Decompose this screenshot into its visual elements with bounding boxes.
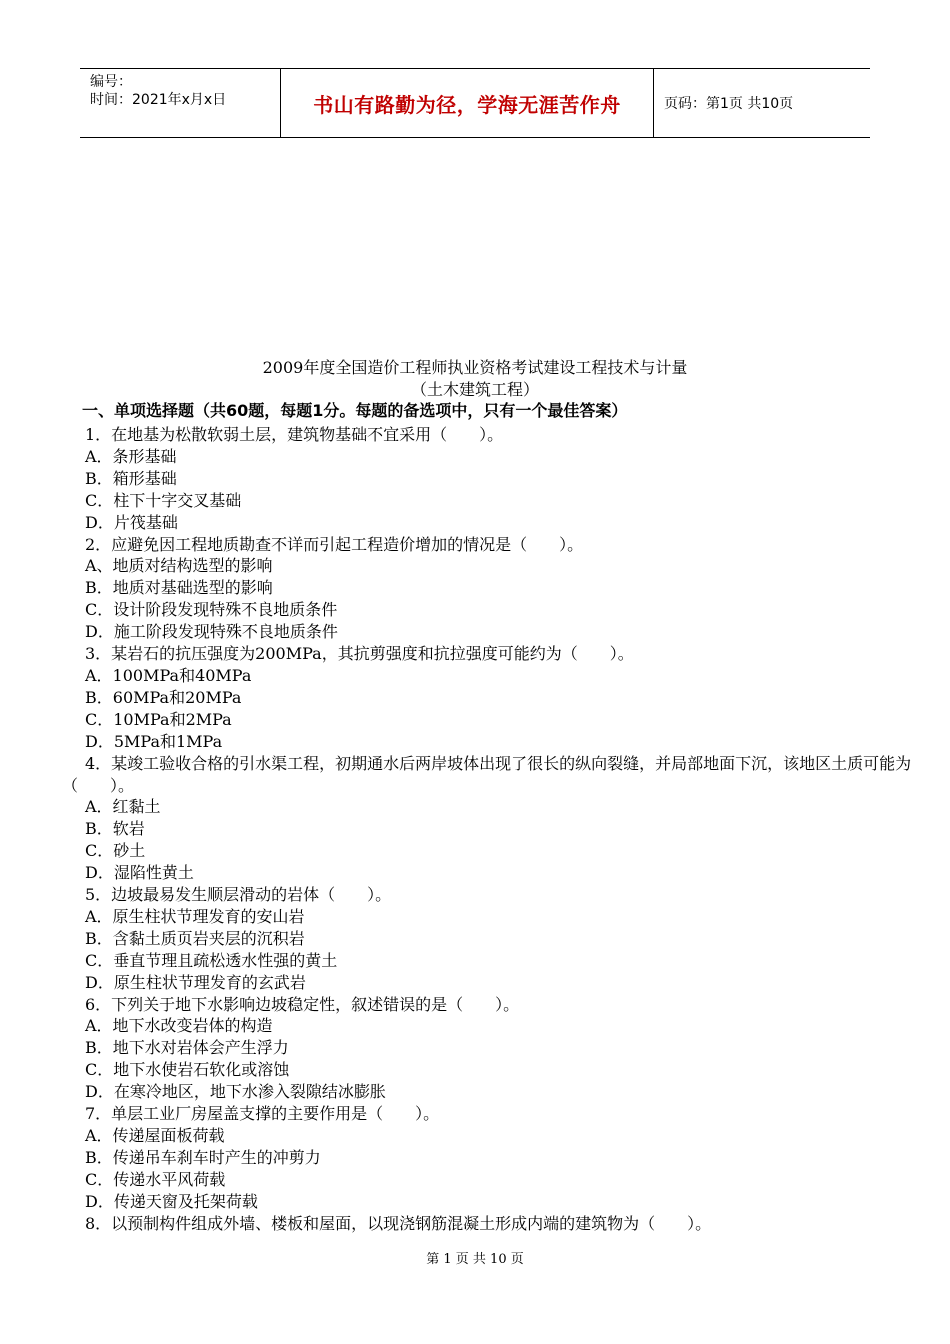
option-text: A．原生柱状节理发育的安山岩 xyxy=(85,906,305,926)
time-label: 时间：2021年x月x日 xyxy=(90,92,227,108)
option-text: D．施工阶段发现特殊不良地质条件 xyxy=(85,622,338,642)
option-text: A．100MPa和40MPa xyxy=(85,665,252,685)
question-list xyxy=(62,424,915,1235)
option-text: C．垂直节理且疏松透水性强的黄土 xyxy=(85,950,338,970)
header-motto-cell xyxy=(281,69,654,137)
option-text: A．条形基础 xyxy=(85,446,177,466)
option-text: B．地质对基础选型的影响 xyxy=(85,578,273,598)
option-text: A、地质对结构选型的影响 xyxy=(85,556,273,576)
option-text: D．原生柱状节理发育的玄武岩 xyxy=(85,972,306,992)
doc-subtitle: （土木建筑工程） xyxy=(410,380,539,399)
option-text: B．60MPa和20MPa xyxy=(85,687,242,707)
question-text: 7．单层工业厂房屋盖支撑的主要作用是（ ）。 xyxy=(85,1104,440,1124)
option-text: C．砂土 xyxy=(85,841,146,861)
option-text: B．含黏土质页岩夹层的沉积岩 xyxy=(85,928,305,948)
header-table xyxy=(80,68,870,138)
option-text: D．传递天窗及托架荷载 xyxy=(85,1191,258,1211)
header-left-cell xyxy=(80,69,281,137)
option-text: C．柱下十字交叉基础 xyxy=(85,490,242,510)
question-text: 2．应避免因工程地质勘查不详而引起工程造价增加的情况是（ ）。 xyxy=(85,534,584,554)
header-page-cell xyxy=(654,69,870,137)
question-text: 4．某竣工验收合格的引水渠工程，初期通水后两岸坡体出现了很长的纵向裂缝，并局部地面下沉，该地区土质可能为（ ）。 xyxy=(62,753,912,795)
page-footer: 第 1 页 共 10 页 xyxy=(426,1252,524,1267)
option-text: B．箱形基础 xyxy=(85,468,177,488)
motto: 书山有路勤为径，学海无涯苦作舟 xyxy=(313,92,621,117)
question-text: 3．某岩石的抗压强度为200MPa，其抗剪强度和抗拉强度可能约为（ ）。 xyxy=(85,644,634,664)
question-text: 8．以预制构件组成外墙、楼板和屋面，以现浇钢筋混凝土形成内端的建筑物为（ ）。 xyxy=(85,1213,712,1233)
option-text: A．地下水改变岩体的构造 xyxy=(85,1016,273,1036)
option-text: A．传递屋面板荷载 xyxy=(85,1126,225,1145)
question-text: 5．边坡最易发生顺层滑动的岩体（ ）。 xyxy=(85,885,392,905)
option-text: D．湿陷性黄土 xyxy=(85,863,194,883)
option-text: B．软岩 xyxy=(85,819,145,839)
doc-title: 2009年度全国造价工程师执业资格考试建设工程技术与计量 xyxy=(262,358,688,377)
option-text: B．传递吊车刹车时产生的冲剪力 xyxy=(85,1147,321,1167)
option-text: D．5MPa和1MPa xyxy=(85,731,223,751)
question-text: 1．在地基为松散软弱土层，建筑物基础不宜采用（ ）。 xyxy=(85,425,504,444)
option-text: A．红黏土 xyxy=(85,797,161,817)
page-label: 页码：第1页 共10页 xyxy=(664,96,794,112)
option-text: D．在寒冷地区，地下水渗入裂隙结冰膨胀 xyxy=(85,1082,386,1102)
option-text: C．地下水使岩石软化或溶蚀 xyxy=(85,1060,290,1080)
option-text: C．设计阶段发现特殊不良地质条件 xyxy=(85,600,338,620)
option-text: C．10MPa和2MPa xyxy=(85,709,232,729)
option-text: C．传递水平风荷载 xyxy=(85,1169,226,1189)
question-text: 6．下列关于地下水影响边坡稳定性，叙述错误的是（ ）。 xyxy=(85,994,520,1014)
option-text: D．片筏基础 xyxy=(85,512,178,532)
section-heading: 一、单项选择题（共60题，每题1分。每题的备选项中，只有一个最佳答案） xyxy=(82,401,628,420)
code-label: 编号： xyxy=(90,74,132,90)
option-text: B．地下水对岩体会产生浮力 xyxy=(85,1038,289,1058)
